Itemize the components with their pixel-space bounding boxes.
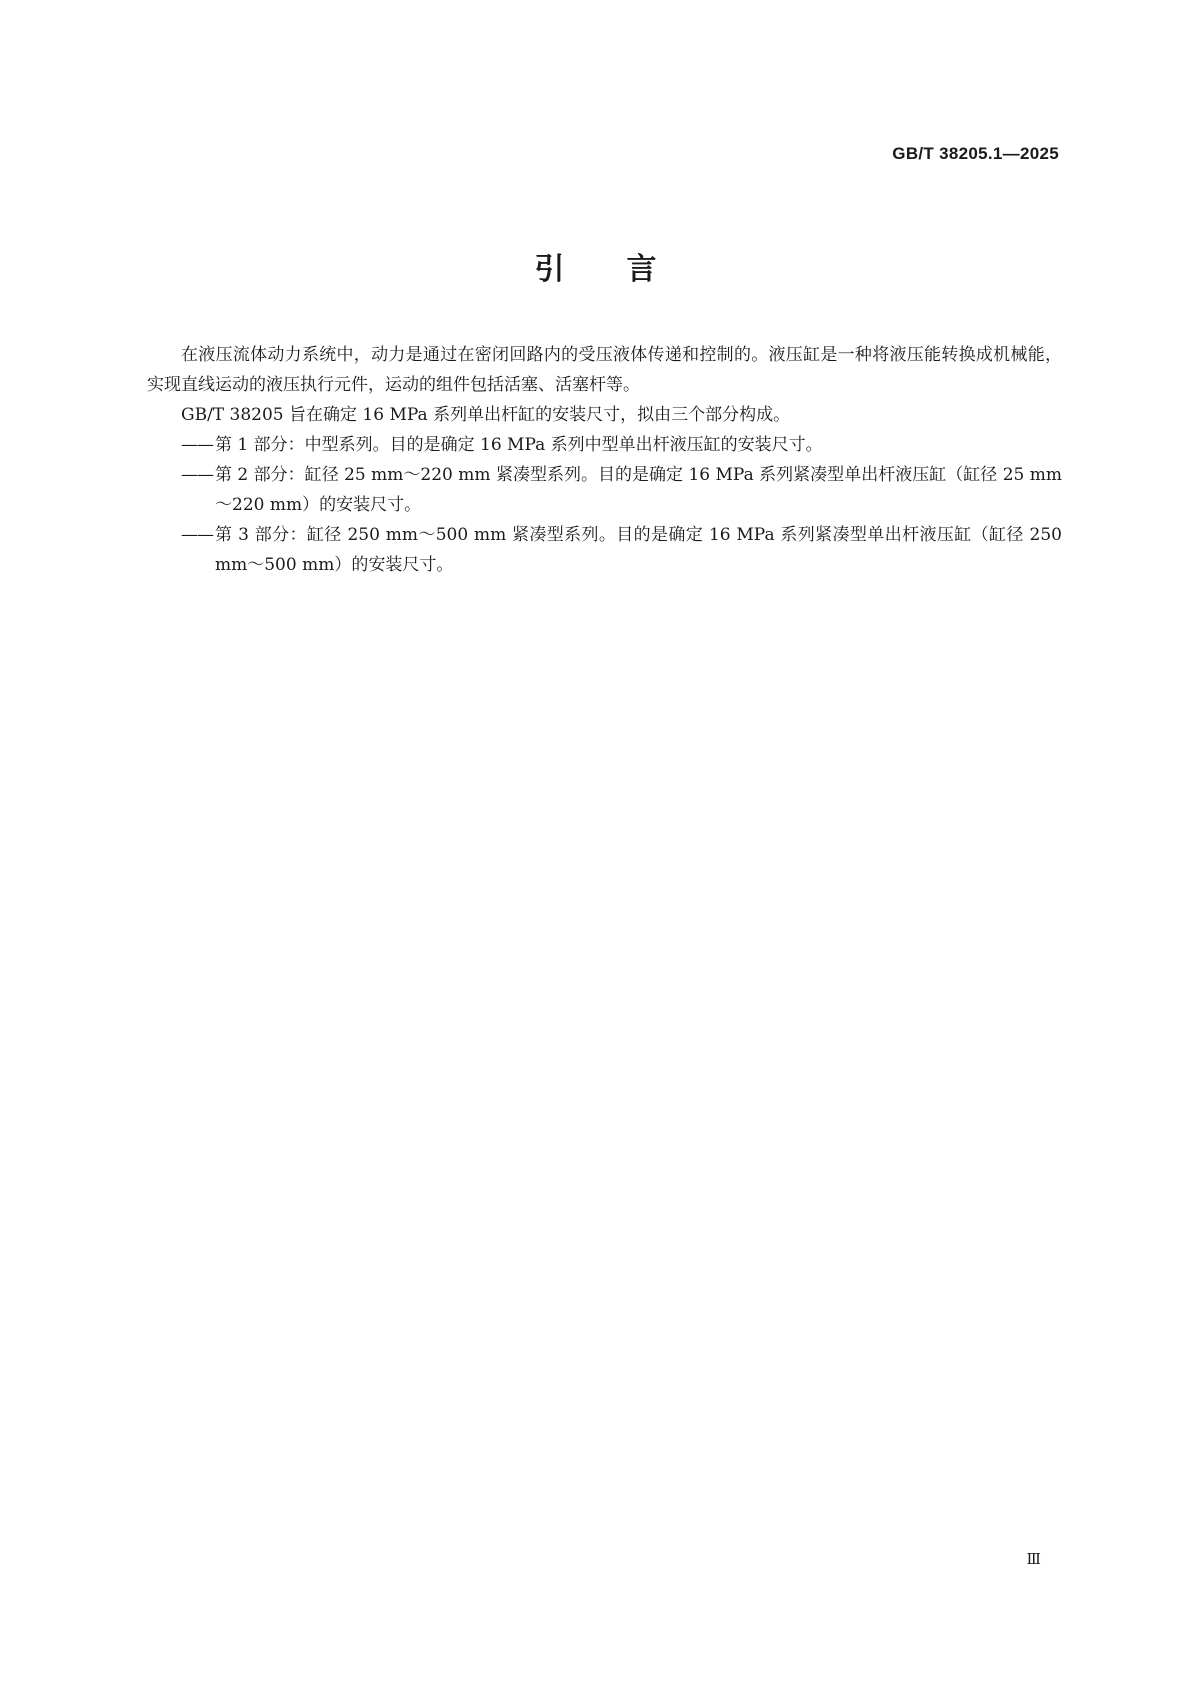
introduction-body <box>147 340 1062 580</box>
list-item-text: 第 3 部分：缸径 250 mm～500 mm 紧凑型系列。目的是确定 16 MPa 系列紧凑型单出杆液压缸（缸径 250 mm～500 mm）的安装尺寸。 <box>215 525 1062 575</box>
document-code: GB/T 38205.1—2025 <box>892 144 1059 163</box>
list-dash: —— <box>181 465 213 485</box>
page-title: 引言 <box>534 252 719 287</box>
list-item-text: 第 2 部分：缸径 25 mm～220 mm 紧凑型系列。目的是确定 16 MPa 系列紧凑型单出杆液压缸（缸径 25 mm～220 mm）的安装尺寸。 <box>215 465 1062 515</box>
list-item-part-3 <box>147 520 1062 580</box>
list-item-part-2 <box>147 460 1062 520</box>
list-item-text: 第 1 部分：中型系列。目的是确定 16 MPa 系列中型单出杆液压缸的安装尺寸。 <box>215 435 823 455</box>
list-dash: —— <box>181 525 213 545</box>
list-dash: —— <box>181 435 213 455</box>
page-number: Ⅲ <box>1026 1550 1041 1568</box>
paragraph-1: 在液压流体动力系统中，动力是通过在密闭回路内的受压液体传递和控制的。液压缸是一种将液压能转换成机械能，实现直线运动的液压执行元件，运动的组件包括活塞、活塞杆等。 <box>147 345 1062 395</box>
paragraph-2: GB/T 38205 旨在确定 16 MPa 系列单出杆缸的安装尺寸，拟由三个部分构成。 <box>181 405 791 425</box>
list-item-part-1 <box>147 430 1062 460</box>
parts-list <box>147 430 1062 580</box>
